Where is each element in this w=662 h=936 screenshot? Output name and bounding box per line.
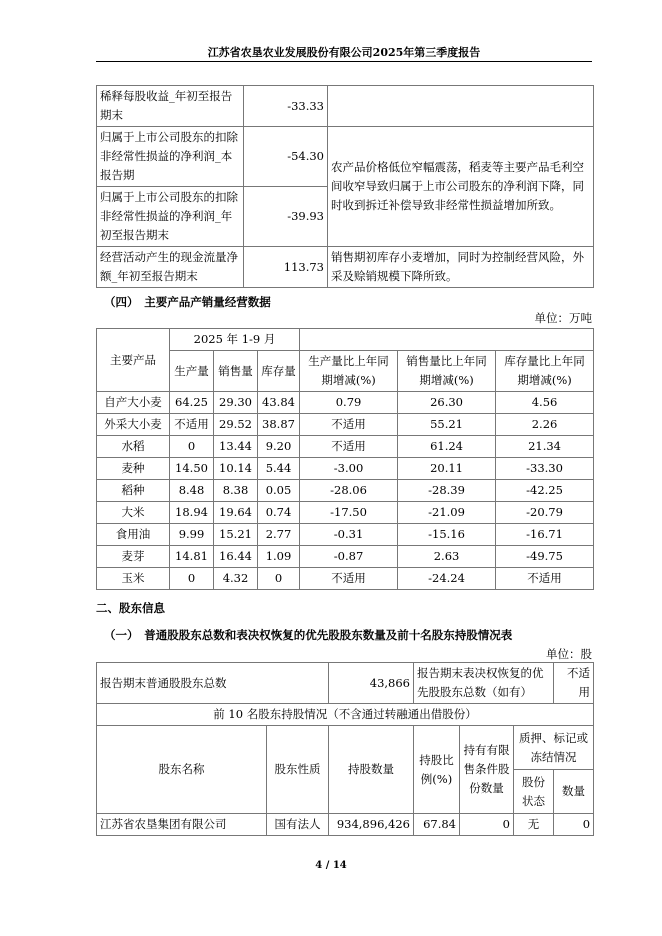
- metric-label: 经营活动产生的现金流量净额_年初至报告期末: [97, 247, 244, 288]
- product-value: -42.25: [496, 480, 594, 502]
- col-inventory: 库存量: [258, 351, 300, 392]
- table-row: [97, 480, 594, 502]
- metric-value: -33.33: [244, 86, 328, 127]
- product-value: 不适用: [300, 436, 398, 458]
- total-label: 报告期末普通股股东总数: [97, 663, 329, 704]
- col-holder-name: 股东名称: [97, 726, 267, 814]
- product-value: -28.06: [300, 480, 398, 502]
- product-value: 10.14: [214, 458, 258, 480]
- shareholders-unit: 单位：股: [546, 647, 592, 661]
- table-row: [97, 546, 594, 568]
- product-value: 29.30: [214, 392, 258, 414]
- col-share-count: 数量: [554, 770, 594, 814]
- table-row: [97, 502, 594, 524]
- holder-type: 国有法人: [267, 814, 329, 836]
- col-production: 生产量: [170, 351, 214, 392]
- product-value: 29.52: [214, 414, 258, 436]
- blank-header: [300, 329, 594, 351]
- product-value: 14.81: [170, 546, 214, 568]
- product-name: 水稻: [97, 436, 170, 458]
- col-production-yoy: 生产量比上年同期增减(%): [300, 351, 398, 392]
- product-value: 1.09: [258, 546, 300, 568]
- shareholders-title: 二、股东信息: [96, 601, 165, 615]
- product-value: 13.44: [214, 436, 258, 458]
- col-pledge: 质押、标记或冻结情况: [514, 726, 594, 770]
- product-value: -16.71: [496, 524, 594, 546]
- product-name: 稻种: [97, 480, 170, 502]
- section4-unit: 单位：万吨: [534, 311, 592, 325]
- col-share-status: 股份状态: [514, 770, 554, 814]
- col-holder-type: 股东性质: [267, 726, 329, 814]
- header-divider: [96, 61, 592, 62]
- metric-label: 稀释每股收益_年初至报告期末: [97, 86, 244, 127]
- product-value: -28.39: [398, 480, 496, 502]
- product-value: 9.99: [170, 524, 214, 546]
- product-value: 0: [170, 436, 214, 458]
- col-restricted: 持有有限售条件股份数量: [460, 726, 514, 814]
- product-value: 18.94: [170, 502, 214, 524]
- product-value: -24.24: [398, 568, 496, 590]
- table-row: [97, 524, 594, 546]
- product-value: -0.31: [300, 524, 398, 546]
- product-value: 5.44: [258, 458, 300, 480]
- product-value: 0: [170, 568, 214, 590]
- product-value: 2.26: [496, 414, 594, 436]
- holder-ratio: 67.84: [414, 814, 460, 836]
- metric-reason: [328, 86, 594, 127]
- product-value: -20.79: [496, 502, 594, 524]
- product-value: 55.21: [398, 414, 496, 436]
- product-value: -3.00: [300, 458, 398, 480]
- product-value: 19.64: [214, 502, 258, 524]
- product-name: 玉米: [97, 568, 170, 590]
- product-value: 21.34: [496, 436, 594, 458]
- col-sales-yoy: 销售量比上年同期增减(%): [398, 351, 496, 392]
- col-holder-qty: 持股数量: [329, 726, 414, 814]
- metric-label: 归属于上市公司股东的扣除非经常性损益的净利润_年初至报告期末: [97, 187, 244, 247]
- product-value: 43.84: [258, 392, 300, 414]
- product-value: 2.77: [258, 524, 300, 546]
- product-value: -17.50: [300, 502, 398, 524]
- product-value: 15.21: [214, 524, 258, 546]
- product-value: 不适用: [170, 414, 214, 436]
- product-value: 0.05: [258, 480, 300, 502]
- shareholders-subtitle: （一） 普通股股东总数和表决权恢复的优先股股东数量及前十名股东持股情况表: [104, 628, 513, 642]
- product-value: 不适用: [300, 414, 398, 436]
- metric-value: 113.73: [244, 247, 328, 288]
- metrics-table: [96, 85, 594, 288]
- product-name: 食用油: [97, 524, 170, 546]
- metric-reason-merged: 农产品价格低位窄幅震荡，稻麦等主要产品毛利空间收窄导致归属于上市公司股东的净利润下降，同时收到拆迁补偿导致非经常性损益增加所致。: [328, 127, 594, 247]
- product-value: 14.50: [170, 458, 214, 480]
- product-value: 8.38: [214, 480, 258, 502]
- product-value: 20.11: [398, 458, 496, 480]
- product-value: 26.30: [398, 392, 496, 414]
- product-value: 61.24: [398, 436, 496, 458]
- product-value: -15.16: [398, 524, 496, 546]
- top10-caption: 前 10 名股东持股情况（不含通过转融通出借股份）: [97, 704, 594, 726]
- product-value: -21.09: [398, 502, 496, 524]
- holder-qty: 934,896,426: [329, 814, 414, 836]
- page-header: 江苏省农垦农业发展股份有限公司2025年第三季度报告: [207, 46, 481, 59]
- metric-value: -39.93: [244, 187, 328, 247]
- table-row: [97, 414, 594, 436]
- pref-value: 不适用: [554, 663, 594, 704]
- total-value: 43,866: [329, 663, 414, 704]
- product-value: 4.56: [496, 392, 594, 414]
- product-value: 16.44: [214, 546, 258, 568]
- product-value: -0.87: [300, 546, 398, 568]
- holder-status: 无: [514, 814, 554, 836]
- product-value: -49.75: [496, 546, 594, 568]
- product-name: 麦种: [97, 458, 170, 480]
- metric-value: -54.30: [244, 127, 328, 187]
- product-name: 外采大小麦: [97, 414, 170, 436]
- holder-name: 江苏省农垦集团有限公司: [97, 814, 267, 836]
- metric-reason: 销售期初库存小麦增加，同时为控制经营风险，外采及赊销规模下降所致。: [328, 247, 594, 288]
- period-header: 2025 年 1-9 月: [170, 329, 300, 351]
- pref-label: 报告期末表决权恢复的优先股股东总数（如有）: [414, 663, 554, 704]
- product-name: 大米: [97, 502, 170, 524]
- product-name: 麦芽: [97, 546, 170, 568]
- table-row: [97, 458, 594, 480]
- products-table: [96, 328, 594, 590]
- section4-title: （四） 主要产品产销量经营数据: [104, 295, 271, 309]
- holder-count: 0: [554, 814, 594, 836]
- shareholders-table: [96, 662, 594, 836]
- col-holder-ratio: 持股比例(%): [414, 726, 460, 814]
- product-value: 38.87: [258, 414, 300, 436]
- table-row: [97, 436, 594, 458]
- product-value: 0.74: [258, 502, 300, 524]
- table-row: [97, 568, 594, 590]
- product-value: 4.32: [214, 568, 258, 590]
- product-value: -33.30: [496, 458, 594, 480]
- product-value: 2.63: [398, 546, 496, 568]
- metric-label: 归属于上市公司股东的扣除非经常性损益的净利润_本报告期: [97, 127, 244, 187]
- product-value: 64.25: [170, 392, 214, 414]
- product-value: 不适用: [300, 568, 398, 590]
- table-row: [97, 392, 594, 414]
- product-value: 0.79: [300, 392, 398, 414]
- col-inventory-yoy: 库存量比上年同期增减(%): [496, 351, 594, 392]
- product-value: 8.48: [170, 480, 214, 502]
- product-value: 0: [258, 568, 300, 590]
- page-number: 4 / 14: [315, 860, 347, 871]
- product-name: 自产大小麦: [97, 392, 170, 414]
- col-sales: 销售量: [214, 351, 258, 392]
- col-product: 主要产品: [97, 329, 170, 392]
- product-value: 9.20: [258, 436, 300, 458]
- holder-restricted: 0: [460, 814, 514, 836]
- product-value: 不适用: [496, 568, 594, 590]
